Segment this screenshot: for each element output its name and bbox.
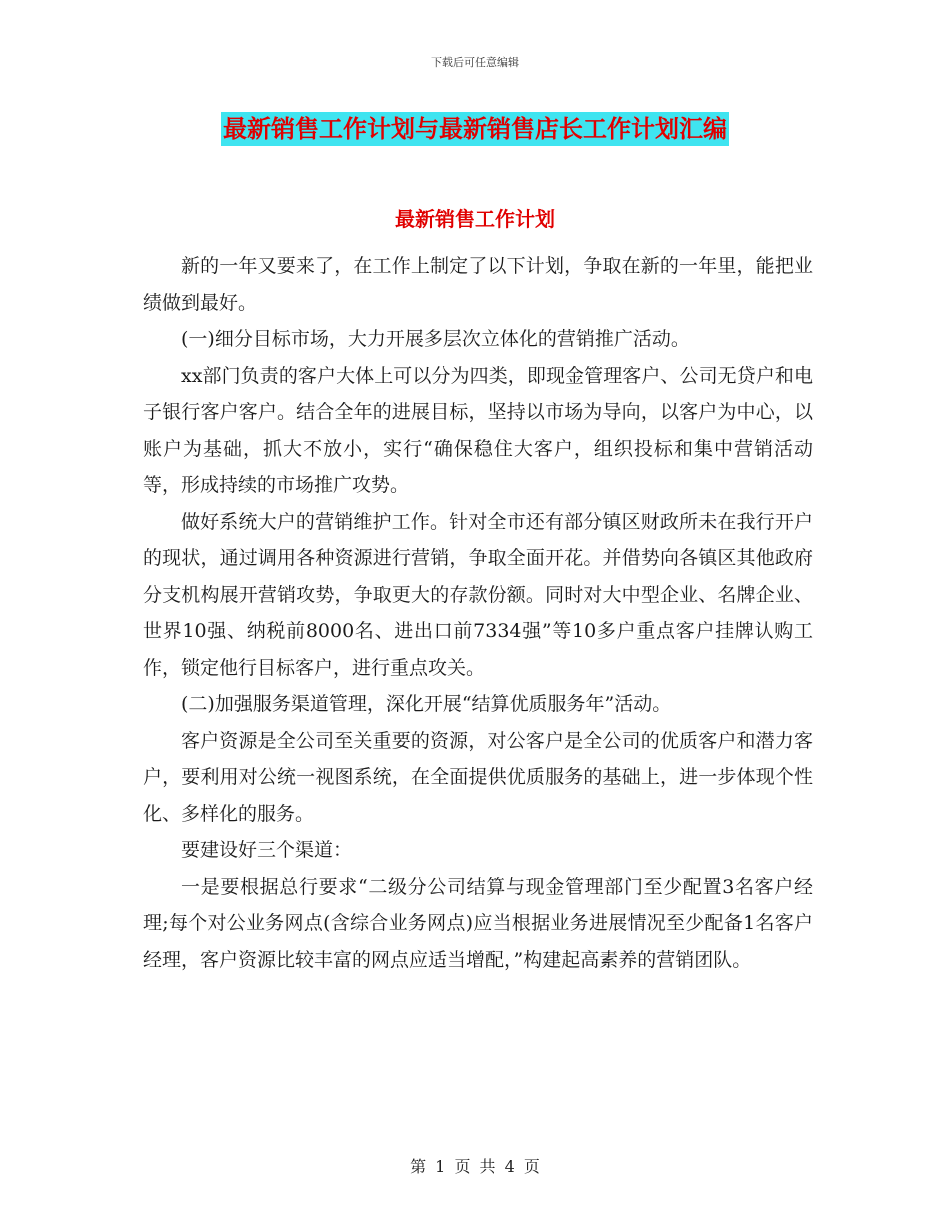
body-paragraph: 新的一年又要来了，在工作上制定了以下计划，争取在新的一年里，能把业绩做到最好。 (143, 255, 813, 314)
body-paragraph: (二)加强服务渠道管理，深化开展“结算优质服务年”活动。 (181, 693, 672, 715)
section-title: 最新销售工作计划 (395, 207, 555, 231)
document-title: 最新销售工作计划与最新销售店长工作计划汇编 (221, 112, 729, 146)
body-paragraph: 做好系统大户的营销维护工作。针对全市还有部分镇区财政所未在我行开户的现状，通过调用各种资源进行营销，争取全面开花。并借势向各镇区其他政府分支机构展开营销攻势，争取更大的存款份额。同时对大中型企业、名牌企业、世界10强、纳税前8000名、进出口前7334强”等10多户重点客户挂牌认购工作，锁定他行目标客户，进行重点攻关。 (143, 510, 813, 679)
document-title-container (0, 112, 950, 146)
document-body (143, 248, 813, 978)
body-paragraph: 客户资源是全公司至关重要的资源，对公客户是全公司的优质客户和潜力客户，要利用对公统一视图系统，在全面提供优质服务的基础上，进一步体现个性化、多样化的服务。 (143, 729, 813, 825)
header-note: 下载后可任意编辑 (431, 56, 519, 69)
page-footer: 第 1 页 共 4 页 (410, 1157, 540, 1176)
body-paragraph: 要建设好三个渠道： (181, 839, 353, 861)
body-paragraph: 一是要根据总行要求“二级分公司结算与现金管理部门至少配置3名客户经理;每个对公业务网点(含综合业务网点)应当根据业务进展情况至少配备1名客户经理，客户资源比较丰富的网点应适当增配，”构建起高素养的营销团队。 (143, 875, 813, 971)
body-paragraph: (一)细分目标市场，大力开展多层次立体化的营销推广活动。 (181, 328, 690, 350)
body-paragraph: xx部门负责的客户大体上可以分为四类，即现金管理客户、公司无贷户和电子银行客户客户。结合全年的进展目标，坚持以市场为导向，以客户为中心，以账户为基础，抓大不放小，实行“确保稳住大客户，组织投标和集中营销活动等，形成持续的市场推广攻势。 (143, 364, 813, 496)
